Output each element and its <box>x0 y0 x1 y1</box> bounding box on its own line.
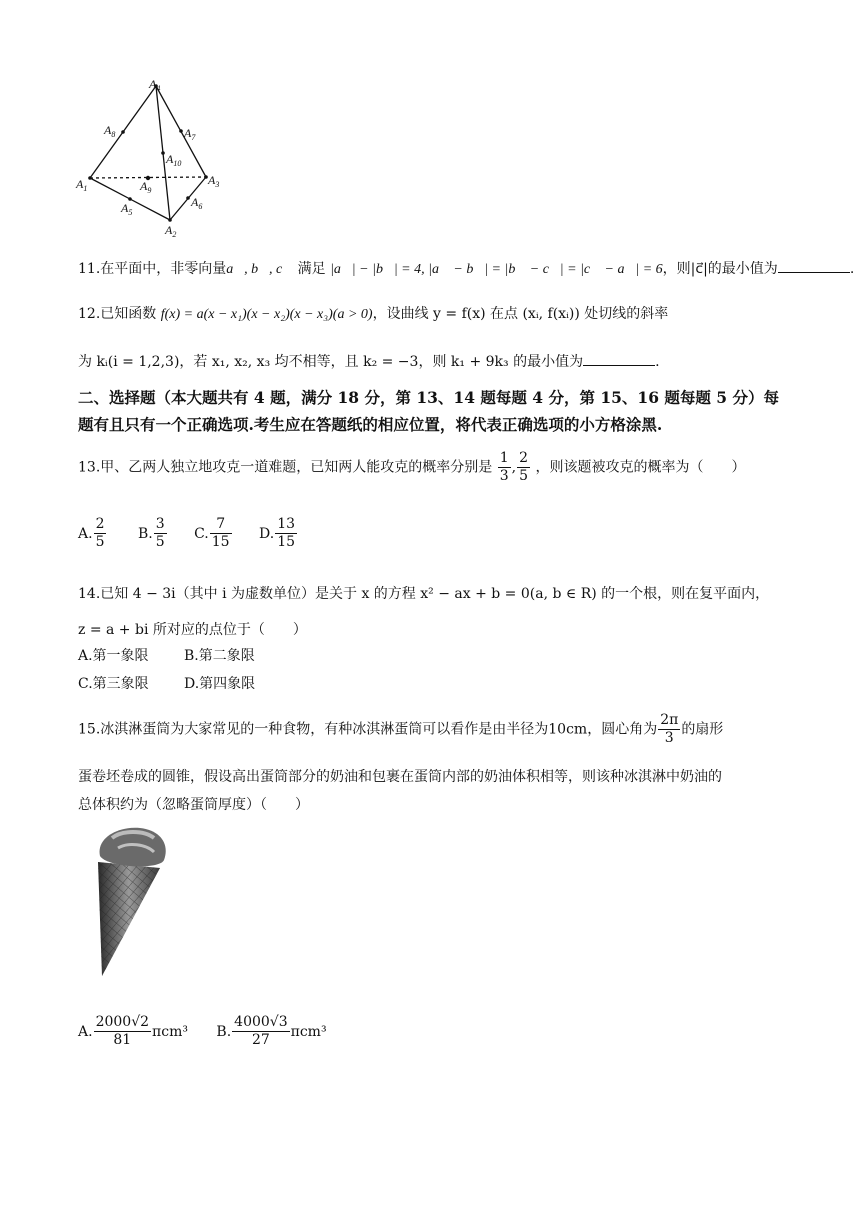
ice-cream-cone-image <box>88 826 178 982</box>
q12-line2a: 为 kᵢ(i = 1,2,3) <box>78 354 180 370</box>
question-12-line1 <box>78 304 668 325</box>
q11-vectors: a⃗, b⃗, c⃗ <box>226 262 294 277</box>
q15-option-b[interactable]: B. $\frac{4000√3}{27}$ πcm³ <box>216 1014 327 1048</box>
q11-end: . <box>849 261 855 277</box>
question-12-line2 <box>78 351 660 372</box>
q15-line1a: 15.冰淇淋蛋筒为大家常见的一种食物，有种冰淇淋蛋筒可以看作是由半径为10cm，圆心角为 <box>78 721 658 738</box>
q12-line1a: 12.已知函数 <box>78 306 161 322</box>
q13-options <box>78 516 298 551</box>
q13-option-b[interactable]: B. $\frac{3}{5}$ <box>137 516 165 550</box>
q11-answer-blank <box>778 258 850 273</box>
q13-stem: 13.甲、乙两人独立地攻克一道难题，已知两人能攻克的概率分别是 <box>78 459 493 476</box>
label-A1: $A_1$ <box>76 177 88 193</box>
q15-angle: $\frac{2\pi}{3}$ <box>660 712 679 746</box>
label-A10: $A_{10}$ <box>166 152 182 168</box>
q11-text: 11.在平面中，非零向量 <box>78 261 227 277</box>
q11-tail: ，则|c⃗|的最小值为 <box>662 261 778 277</box>
q12-line1b: ，设曲线 y = f(x) 在点 (xᵢ, f(xᵢ)) 处切线的斜率 <box>372 306 669 322</box>
q13-option-c[interactable]: C. $\frac{7}{15}$ <box>194 516 230 550</box>
question-13 <box>78 450 745 485</box>
q14-option-c[interactable]: C.第三象限 <box>78 676 149 692</box>
question-15-line2: 蛋卷坯卷成的圆锥，假设高出蛋筒部分的奶油和包裹在蛋筒内部的奶油体积相等，则该种冰淇淋中奶油的 <box>78 769 722 785</box>
label-A4: $A_4$ <box>149 77 161 93</box>
q13-prob-1: $\frac{1}{3}$ <box>499 450 509 484</box>
q14-option-b[interactable]: B.第二象限 <box>184 648 255 664</box>
q14-option-d[interactable]: D.第四象限 <box>184 676 256 692</box>
q15-option-a[interactable]: A. $\frac{2000√2}{81}$ πcm³ <box>78 1014 188 1048</box>
q13-sep: , <box>511 459 517 476</box>
q15-options <box>78 1014 327 1049</box>
label-A8: $A_8$ <box>104 123 116 139</box>
q11-mid: 满足 <box>293 261 331 277</box>
q13-option-d[interactable]: D. $\frac{13}{15}$ <box>259 516 296 550</box>
label-A3: $A_3$ <box>208 173 220 189</box>
q14-option-a[interactable]: A.第一象限 <box>78 648 149 664</box>
question-15-line1 <box>78 712 723 747</box>
label-A7: $A_7$ <box>184 126 196 142</box>
q12-end: . <box>655 354 660 370</box>
q12-answer-blank <box>583 351 655 366</box>
label-A2: $A_2$ <box>165 223 177 239</box>
q12-line2b: ，若 x₁, x₂, x₃ 均不相等，且 k₂ = −3，则 k₁ + 9k₃ 的最小值为 <box>179 354 584 370</box>
q12-function: f(x) = a(x − x₁)(x − x₂)(x − x₃)(a > 0) <box>160 307 373 322</box>
section-2-header-line2: 题有且只有一个正确选项.考生应在答题纸的相应位置，将代表正确选项的小方格涂黑. <box>78 415 663 434</box>
label-A6: $A_6$ <box>191 195 203 211</box>
question-15-line3: 总体积约为（忽略蛋筒厚度）（ ） <box>78 797 309 813</box>
tetrahedron-figure <box>70 74 240 244</box>
section-2-header-line1: 二、选择题（本大题共有 4 题，满分 18 分，第 13、14 题每题 4 分，第 15、16 题每题 5 分）每 <box>78 388 779 407</box>
label-A5: $A_5$ <box>121 201 133 217</box>
q13-option-a[interactable]: A. $\frac{2}{5}$ <box>78 516 105 550</box>
question-14-line2: z = a + bi 所对应的点位于（ ） <box>78 622 307 638</box>
label-A9: $A_9$ <box>140 179 152 195</box>
q13-tail: ，则该题被攻克的概率为（ ） <box>535 459 746 476</box>
q15-line1b: 的扇形 <box>681 721 724 738</box>
question-14-line1: 14.已知 4 − 3i（其中 i 为虚数单位）是关于 x 的方程 x² − ax + b = 0(a, b ∈ R) 的一个根，则在复平面内， <box>78 586 770 602</box>
q11-condition: |a⃗| − |b⃗| = 4, |a⃗ − b⃗| = |b⃗ − c⃗| = |c⃗ − a⃗| = 6 <box>330 262 663 277</box>
question-11 <box>78 258 854 280</box>
q13-prob-2: $\frac{2}{5}$ <box>519 450 529 484</box>
